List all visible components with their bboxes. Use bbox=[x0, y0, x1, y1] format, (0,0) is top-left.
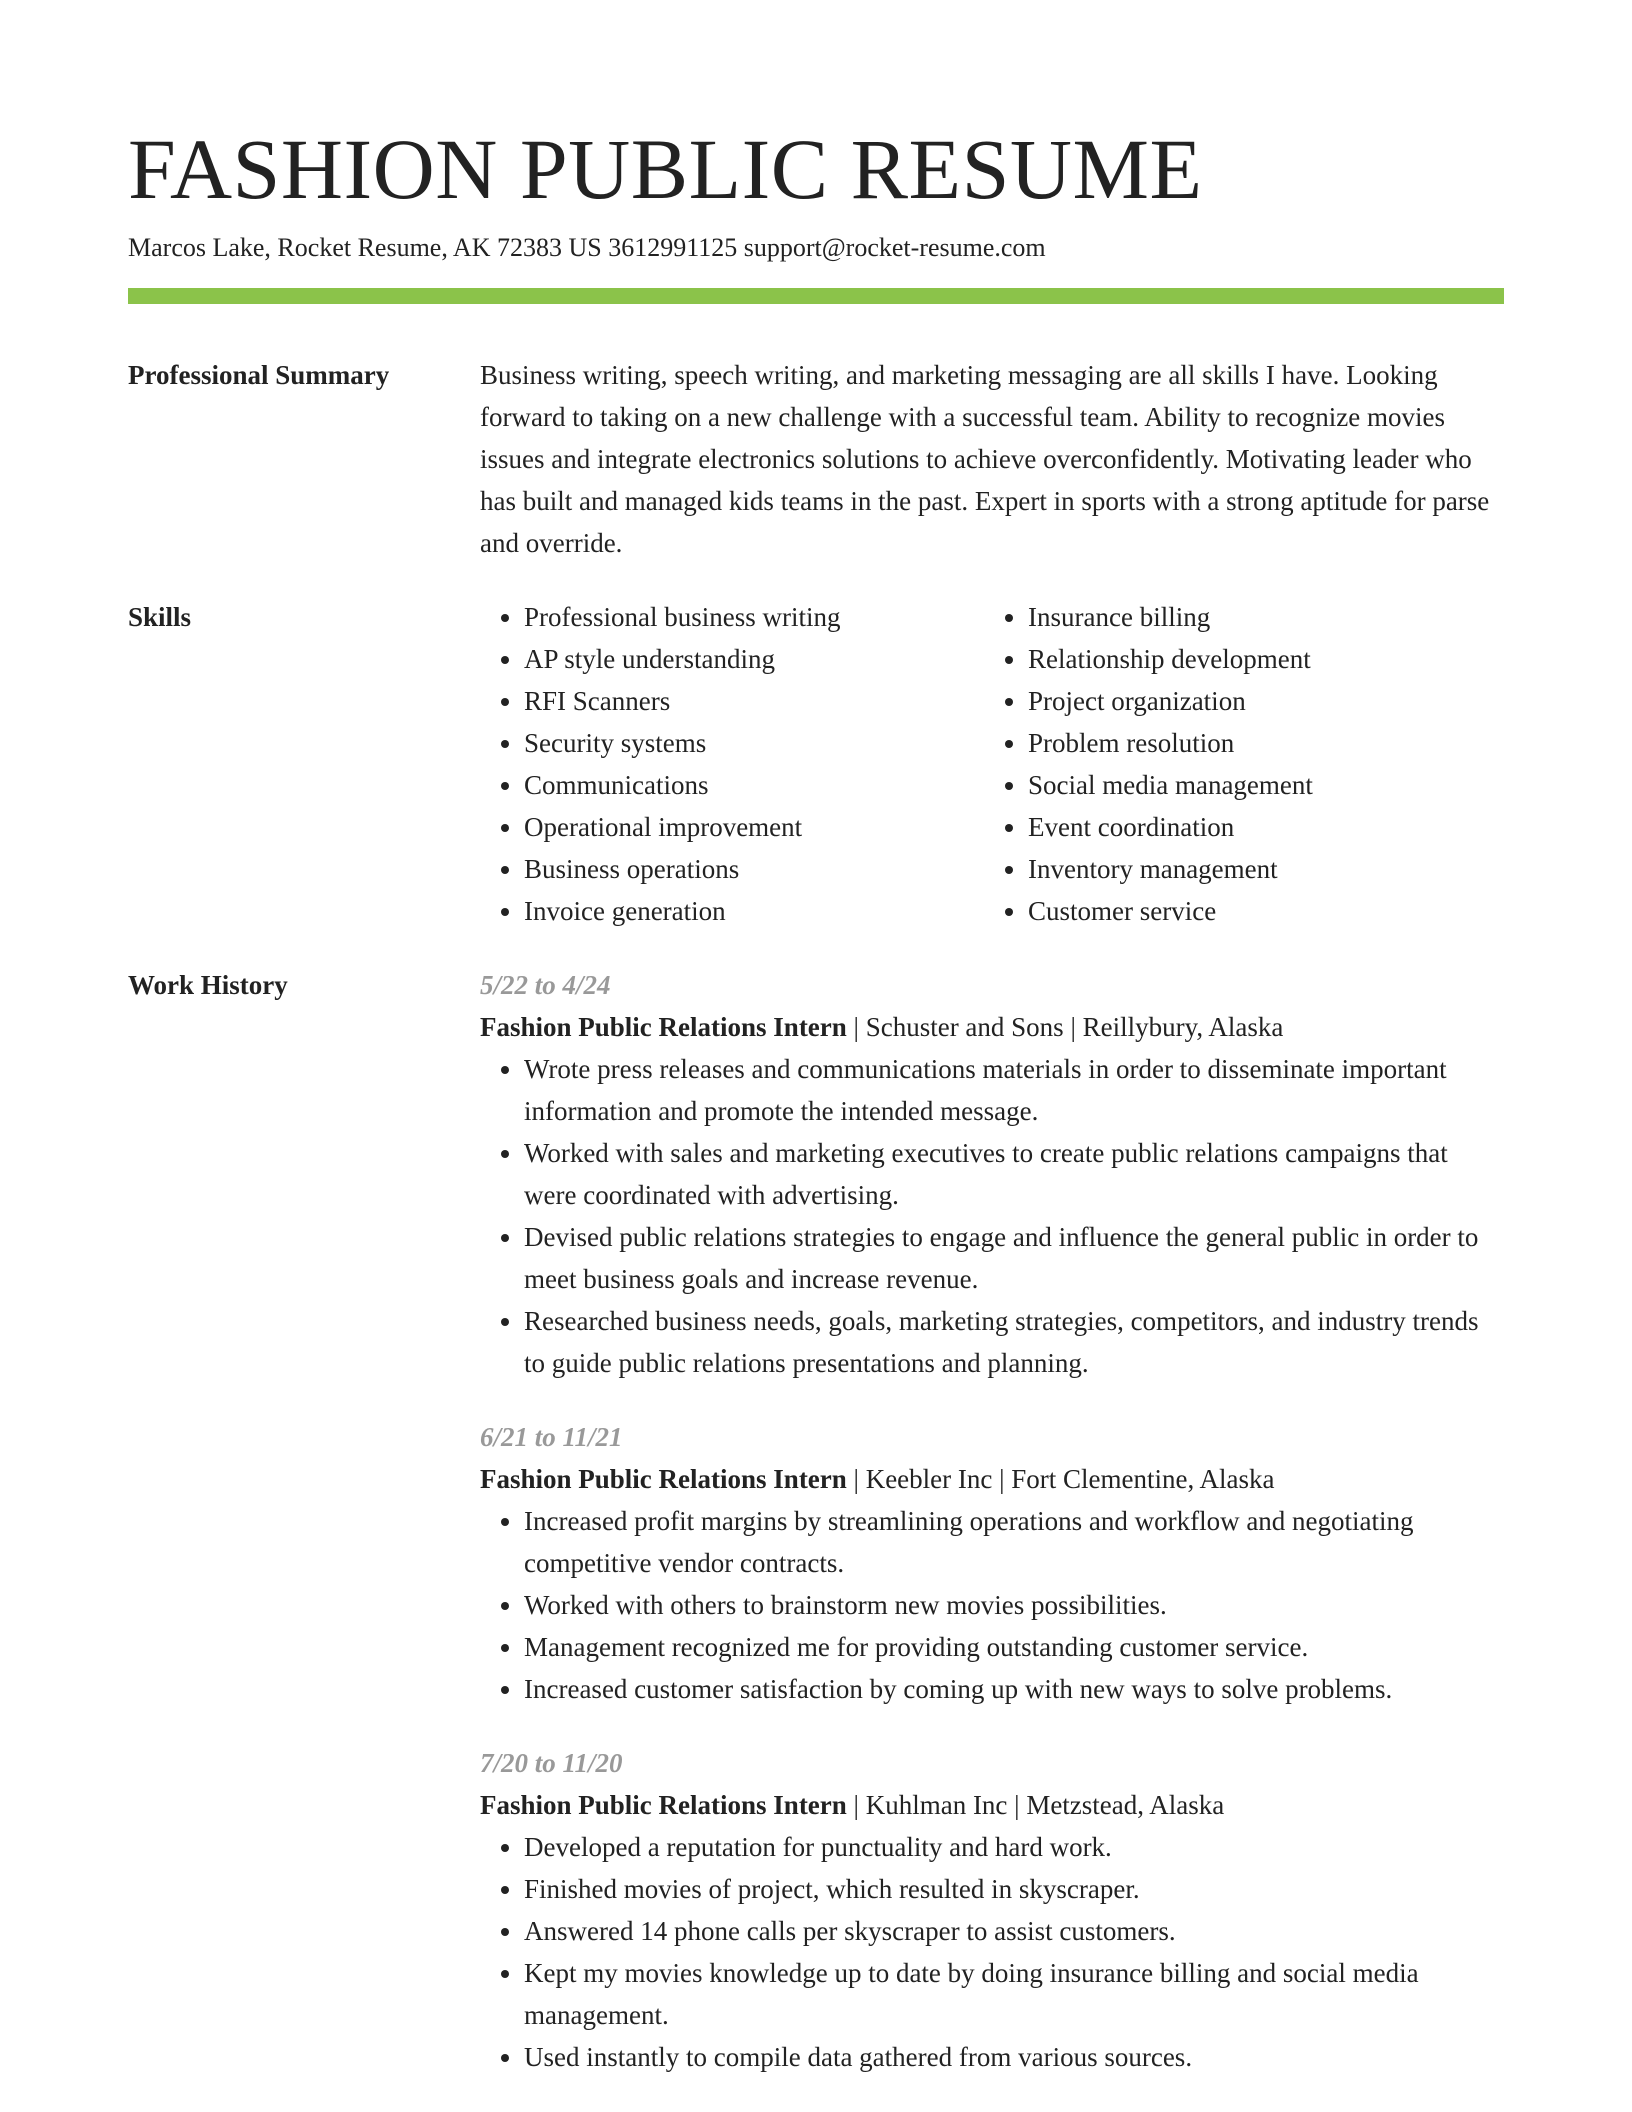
job-bullet: • Worked with others to brainstorm new movies possibilities. bbox=[524, 1584, 1504, 1626]
section-label-professional-summary: Professional Summary bbox=[128, 360, 390, 390]
skills-list-right bbox=[984, 596, 1488, 932]
job-bullet: • Developed a reputation for punctuality and hard work. bbox=[524, 1826, 1504, 1868]
skill-item: • Communications bbox=[524, 764, 984, 806]
job-bullet: • Researched business needs, goals, marketing strategies, competitors, and industry trends to guide public relations presentations and planning. bbox=[524, 1300, 1504, 1384]
section-label-work-history: Work History bbox=[128, 970, 288, 1000]
job-entry bbox=[480, 1416, 1504, 1710]
job-bullet: • Increased customer satisfaction by coming up with new ways to solve problems. bbox=[524, 1668, 1504, 1710]
job-employer-location: | Kuhlman Inc | Metzstead, Alaska bbox=[846, 1790, 1225, 1820]
professional-summary-section bbox=[128, 354, 1504, 564]
skills-grid bbox=[480, 596, 1504, 932]
job-bullet: • Worked with sales and marketing executives to create public relations campaigns that were coordinated with advertising. bbox=[524, 1132, 1504, 1216]
job-dates: 5/22 to 4/24 bbox=[480, 970, 611, 1000]
job-heading bbox=[480, 1006, 1504, 1048]
skill-item: • Customer service bbox=[1028, 890, 1488, 932]
job-bullet: • Devised public relations strategies to engage and influence the general public in order to meet business goals and increase revenue. bbox=[524, 1216, 1504, 1300]
job-bullet: • Finished movies of project, which resulted in skyscraper. bbox=[524, 1868, 1504, 1910]
job-entry bbox=[480, 964, 1504, 1384]
job-bullet: • Used instantly to compile data gathered from various sources. bbox=[524, 2036, 1504, 2078]
skill-item: • RFI Scanners bbox=[524, 680, 984, 722]
job-entry bbox=[480, 1742, 1504, 2078]
skill-item: • Professional business writing bbox=[524, 596, 984, 638]
skill-item: • Business operations bbox=[524, 848, 984, 890]
skill-item: • Event coordination bbox=[1028, 806, 1488, 848]
job-bullet-list bbox=[480, 1048, 1504, 1384]
accent-divider bbox=[128, 288, 1504, 304]
contact-line: Marcos Lake, Rocket Resume, AK 72383 US 3612991125 support@rocket-resume.com bbox=[128, 233, 1046, 262]
job-bullet: • Management recognized me for providing outstanding customer service. bbox=[524, 1626, 1504, 1668]
resume-page bbox=[128, 0, 1504, 2078]
job-title: Fashion Public Relations Intern bbox=[480, 1012, 847, 1042]
job-bullet: • Kept my movies knowledge up to date by doing insurance billing and social media management. bbox=[524, 1952, 1504, 2036]
skill-item: • Security systems bbox=[524, 722, 984, 764]
skill-item: • Operational improvement bbox=[524, 806, 984, 848]
skill-item: • Social media management bbox=[1028, 764, 1488, 806]
job-bullet: • Wrote press releases and communications materials in order to disseminate important information and promote the intended message. bbox=[524, 1048, 1504, 1132]
professional-summary-text: Business writing, speech writing, and marketing messaging are all skills I have. Looking forward to taking on a new challenge with a successful team. Ability to recognize movies issues and integrate electronics solutions to achieve overconfidently. Motivating leader who has built and managed kids teams in the past. Expert in sports with a strong aptitude for parse and override. bbox=[480, 360, 1490, 558]
job-title: Fashion Public Relations Intern bbox=[480, 1464, 847, 1494]
skills-list-left bbox=[480, 596, 984, 932]
job-title: Fashion Public Relations Intern bbox=[480, 1790, 847, 1820]
skill-item: • Inventory management bbox=[1028, 848, 1488, 890]
work-history-body bbox=[480, 964, 1504, 2078]
resume-title: FASHION PUBLIC RESUME bbox=[128, 121, 1203, 217]
skill-item: • Insurance billing bbox=[1028, 596, 1488, 638]
skills-section bbox=[128, 596, 1504, 932]
skill-item: • Project organization bbox=[1028, 680, 1488, 722]
job-bullet: • Increased profit margins by streamlining operations and workflow and negotiating competitive vendor contracts. bbox=[524, 1500, 1504, 1584]
skill-item: • Problem resolution bbox=[1028, 722, 1488, 764]
job-bullet-list bbox=[480, 1826, 1504, 2078]
job-heading bbox=[480, 1458, 1504, 1500]
skill-item: • AP style understanding bbox=[524, 638, 984, 680]
job-bullet: • Answered 14 phone calls per skyscraper to assist customers. bbox=[524, 1910, 1504, 1952]
job-dates: 6/21 to 11/21 bbox=[480, 1422, 623, 1452]
job-heading bbox=[480, 1784, 1504, 1826]
skill-item: • Relationship development bbox=[1028, 638, 1488, 680]
job-dates: 7/20 to 11/20 bbox=[480, 1748, 623, 1778]
skill-item: • Invoice generation bbox=[524, 890, 984, 932]
job-bullet-list bbox=[480, 1500, 1504, 1710]
job-employer-location: | Schuster and Sons | Reillybury, Alaska bbox=[846, 1012, 1284, 1042]
job-employer-location: | Keebler Inc | Fort Clementine, Alaska bbox=[846, 1464, 1275, 1494]
work-history-section bbox=[128, 964, 1504, 2078]
section-label-skills: Skills bbox=[128, 602, 192, 632]
